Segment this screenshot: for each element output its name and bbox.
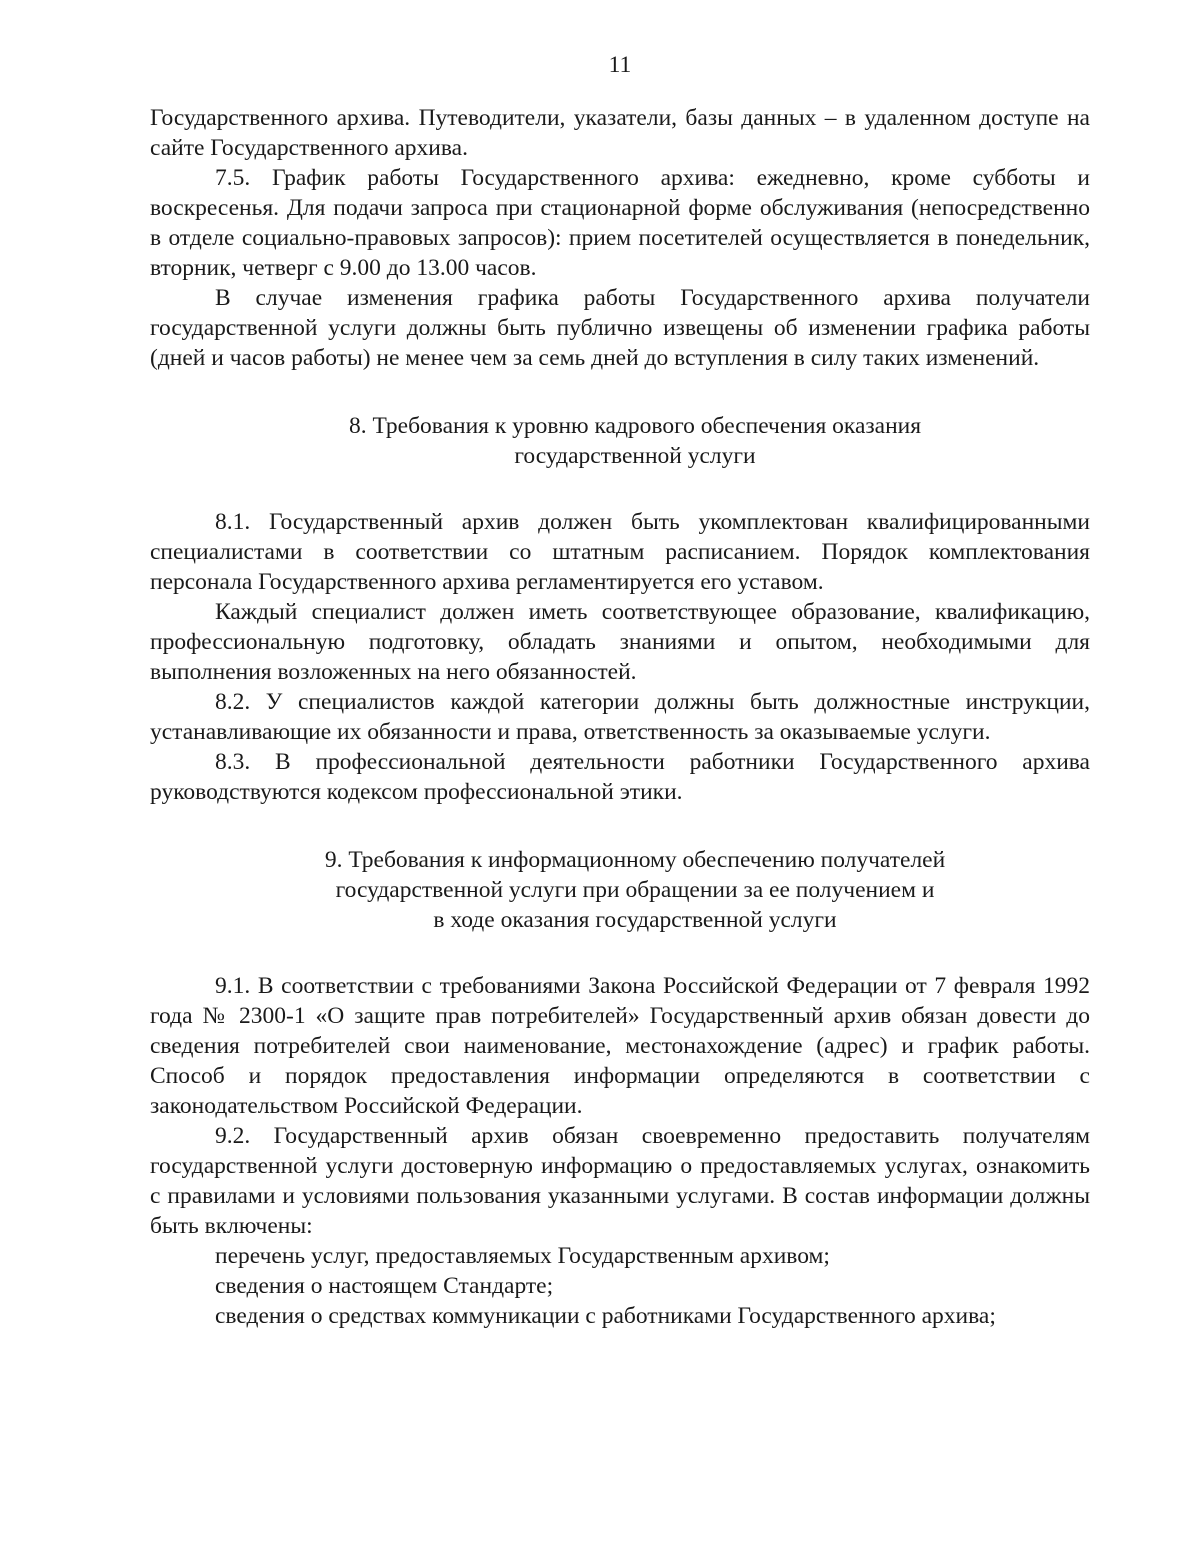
paragraph-schedule-change: В случае изменения графика работы Государственного архива получатели государственной услуги должны быть публично извещены об изменении графика работы (дней и часов работы) не менее чем за семь дней до вступления в силу таких изменений. bbox=[150, 285, 1090, 371]
section-8-heading-line: 8. Требования к уровню кадрового обеспечения оказания bbox=[348, 413, 922, 439]
paragraph-8-2: 8.2. У специалистов каждой категории должны быть должностные инструкции, устанавливающие их обязанности и права, ответственность за оказываемые услуги. bbox=[150, 689, 1090, 745]
section-9-heading bbox=[150, 845, 1090, 935]
paragraph-8-3: 8.3. В профессиональной деятельности работники Государственного архива руководствуются кодексом профессиональной этики. bbox=[150, 749, 1090, 805]
list-item: перечень услуг, предоставляемых Государственным архивом; bbox=[215, 1243, 830, 1269]
list-item: сведения о средствах коммуникации с работниками Государственного архива; bbox=[215, 1303, 996, 1329]
document-body bbox=[150, 103, 1090, 1331]
section-9-heading-line: в ходе оказания государственной услуги bbox=[433, 907, 837, 933]
paragraph-9-2: 9.2. Государственный архив обязан своевременно предоставить получателям государственной услуги достоверную информацию о предоставляемых услугах, ознакомить с правилами и условиями пользования указанными услугами. В состав информации должны быть включены: bbox=[150, 1123, 1090, 1239]
section-8-heading bbox=[150, 411, 1090, 471]
paragraph-continuation: Государственного архива. Путеводители, указатели, базы данных – в удаленном доступе на сайте Государственного архива. bbox=[150, 105, 1090, 161]
section-9-heading-line: 9. Требования к информационному обеспечению получателей bbox=[324, 847, 946, 873]
paragraph-9-1: 9.1. В соответствии с требованиями Закона Российской Федерации от 7 февраля 1992 года № 2300-1 «О защите прав потребителей» Государственный архив обязан довести до сведения потребителей свои наименование, местонахождение (адрес) и график работы. Способ и порядок предоставления информации определяются в соответствии с законодательством Российской Федерации. bbox=[150, 973, 1090, 1119]
section-9-heading-line: государственной услуги при обращении за ее получением и bbox=[335, 877, 935, 903]
page-number: 11 bbox=[608, 52, 632, 78]
paragraph-8-1: 8.1. Государственный архив должен быть укомплектован квалифицированными специалистами в соответствии со штатным расписанием. Порядок комплектования персонала Государственного архива регламентируется его уставом. bbox=[150, 509, 1090, 595]
list-item: сведения о настоящем Стандарте; bbox=[215, 1273, 554, 1299]
paragraph-specialist: Каждый специалист должен иметь соответствующее образование, квалификацию, профессиональную подготовку, обладать знаниями и опытом, необходимыми для выполнения возложенных на него обязанностей. bbox=[150, 599, 1090, 685]
paragraph-7-5: 7.5. График работы Государственного архива: ежедневно, кроме субботы и воскресенья. Для подачи запроса при стационарной форме обслуживания (непосредственно в отделе социально-правовых запросов): прием посетителей осуществляется в понедельник, вторник, четверг с 9.00 до 13.00 часов. bbox=[150, 165, 1090, 281]
section-8-heading-line: государственной услуги bbox=[514, 443, 756, 469]
